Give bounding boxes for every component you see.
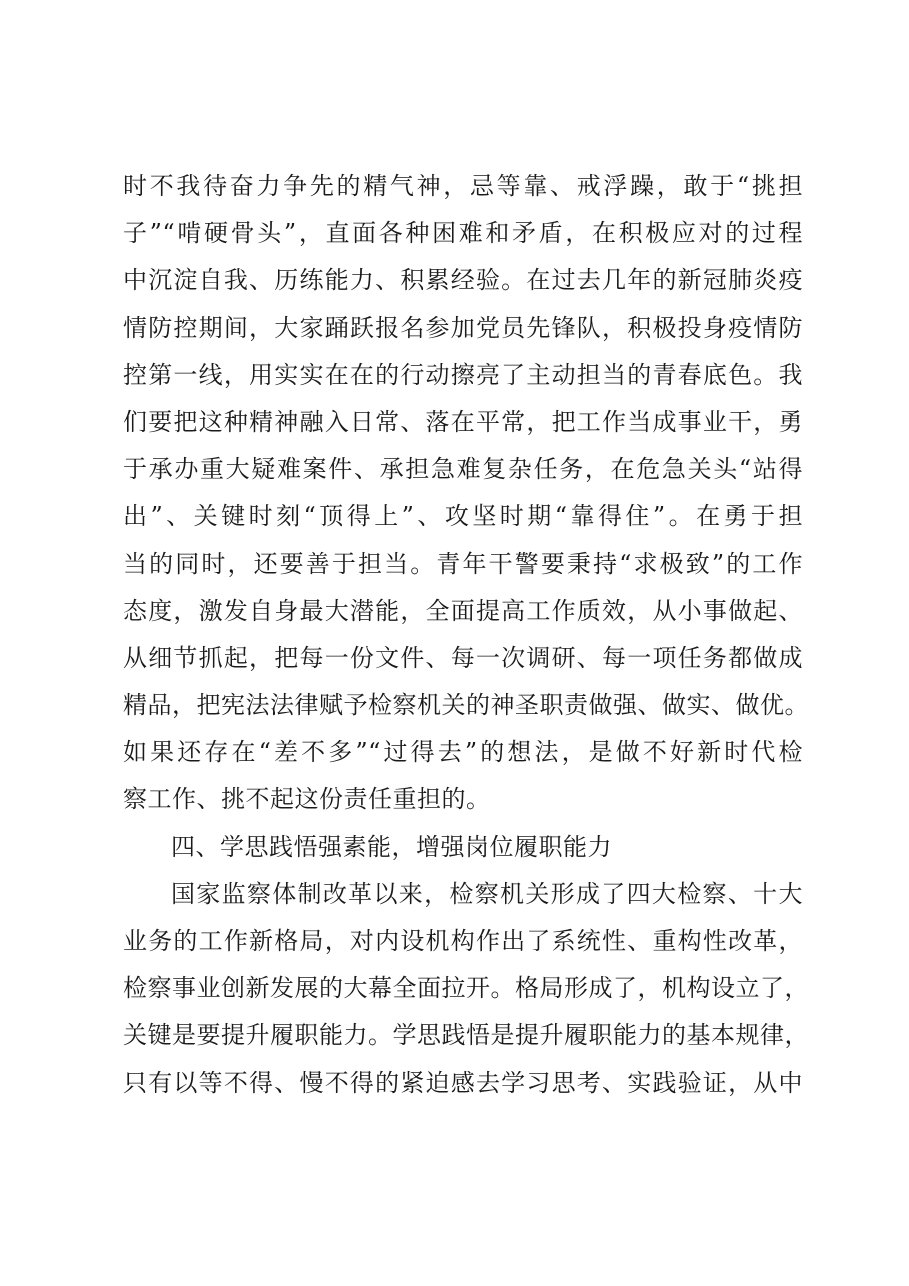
text-line: 情防控期间，大家踊跃报名参加党员先锋队，积极投身疫情防 xyxy=(123,313,803,342)
section-heading: 四、学思践悟强素能，增强岗位履职能力 xyxy=(171,832,612,861)
text-line: 控第一线，用实实在在的行动擦亮了主动担当的青春底色。我 xyxy=(123,360,803,389)
text-line: 中沉淀自我、历练能力、积累经验。在过去几年的新冠肺炎疫 xyxy=(123,266,803,295)
text-line: 察工作、挑不起这份责任重担的。 xyxy=(123,785,491,814)
body-text xyxy=(123,163,809,1107)
text-line: 出”、关键时刻“顶得上”、攻坚时期“靠得住”。在勇于担 xyxy=(123,502,803,531)
text-line: 们要把这种精神融入日常、落在平常，把工作当成事业干，勇 xyxy=(123,407,803,436)
text-line: 国家监察体制改革以来，检察机关形成了四大检察、十大 xyxy=(171,879,803,908)
text-line: 业务的工作新格局，对内设机构作出了系统性、重构性改革， xyxy=(123,927,803,955)
text-line: 检察事业创新发展的大幕全面拉开。格局形成了，机构设立了， xyxy=(123,974,809,1003)
text-line: 从细节抓起，把每一份文件、每一次调研、每一项任务都做成 xyxy=(123,643,803,672)
text-line: 只有以等不得、慢不得的紧迫感去学习思考、实践验证，从中 xyxy=(123,1068,803,1097)
text-line: 态度，激发自身最大潜能，全面提高工作质效，从小事做起、 xyxy=(123,596,803,625)
text-line: 如果还存在“差不多”“过得去”的想法，是做不好新时代检 xyxy=(123,738,803,767)
text-line: 子”“啃硬骨头”，直面各种困难和矛盾，在积极应对的过程 xyxy=(123,219,803,248)
text-line: 时不我待奋力争先的精气神，忌等靠、戒浮躁，敢于“挑担 xyxy=(123,172,803,200)
text-line: 于承办重大疑难案件、承担急难复杂任务，在危急关头“站得 xyxy=(123,455,803,484)
text-line: 关键是要提升履职能力。学思践悟是提升履职能力的基本规律， xyxy=(123,1021,809,1050)
text-line: 精品，把宪法法律赋予检察机关的神圣职责做强、做实、做优。 xyxy=(123,691,809,720)
text-line: 当的同时，还要善于担当。青年干警要秉持“求极致”的工作 xyxy=(123,549,803,578)
